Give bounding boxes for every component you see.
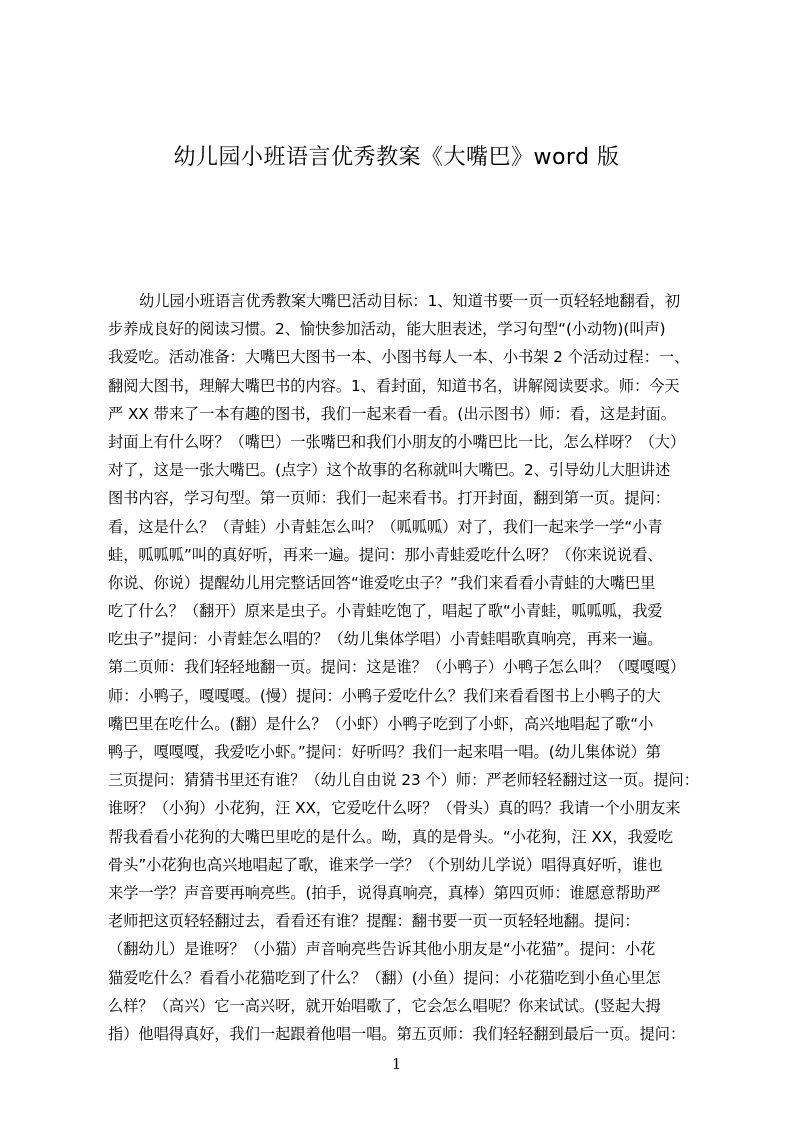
body-line: 鸭子，嘎嘎嘎，我爱吃小虾。”提问：好听吗？我们一起来唱一唱。(幼儿集体说）第 — [108, 743, 661, 761]
body-line: 翻阅大图书，理解大嘴巴书的内容。1、看封面，知道书名，讲解阅读要求。师：今天 — [108, 376, 680, 395]
body-line: 吃虫子”提问：小青蛙怎么唱的？（幼儿集体学唱）小青蛙唱歌真响亮，再来一遍。 — [108, 630, 663, 649]
body-line: 三页提问：猜猜书里还有谁？（幼儿自由说 23 个）师：严老师轻轻翻过这一页。提问： — [108, 771, 699, 790]
body-line: 看，这是什么？（青蛙）小青蛙怎么叫？（呱呱呱）对了，我们一起来学一学“小青 — [108, 517, 663, 536]
body-line: 嘴巴里在吃什么。(翻）是什么？（小虾）小鸭子吃到了小虾，高兴地唱起了歌“小 — [108, 714, 654, 733]
body-line: 老师把这页轻轻翻过去，看看还有谁？提醒：翻书要一页一页轻轻地翻。提问： — [108, 912, 640, 931]
page-number: 1 — [391, 1055, 402, 1073]
body-line: 指）他唱得真好，我们一起跟着他唱一唱。第五页师：我们轻轻翻到最后一页。提问： — [108, 1024, 686, 1043]
body-line: 吃了什么？（翻开）原来是虫子。小青蛙吃饱了，唱起了歌“小青蛙，呱呱呱，我爱 — [108, 602, 663, 621]
body-line: 严 XX 带来了一本有趣的图书，我们一起来看一看。(出示图书）师：看，这是封面。 — [108, 404, 676, 423]
body-line: 帮我看看小花狗的大嘴巴里吃的是什么。呦，真的是骨头。“小花狗，汪 XX，我爱吃 — [108, 827, 674, 846]
body-line: 你说、你说）提醒幼儿用完整话回答“谁爱吃虫子？”我们来看看小青蛙的大嘴巴里 — [108, 573, 656, 592]
body-line: 第二页师：我们轻轻地翻一页。提问：这是谁？（小鸭子）小鸭子怎么叫？（嘎嘎嘎） — [108, 658, 686, 677]
body-line: 对了，这是一张大嘴巴。(点字）这个故事的名称就叫大嘴巴。2、引导幼儿大胆讲述 — [108, 461, 671, 480]
body-line: 蛙，呱呱呱”叫的真好听，再来一遍。提问：那小青蛙爱吃什么呀？（你来说说看、 — [108, 545, 663, 564]
body-line: 猫爱吃什么？看看小花猫吃到了什么？（翻）(小鱼）提问：小花猫吃到小鱼心里怎 — [108, 968, 661, 987]
document-body — [108, 287, 699, 1043]
body-line: 么样？（高兴）它一高兴呀，就开始唱歌了，它会怎么唱呢？你来试试。(竖起大拇 — [108, 996, 661, 1015]
body-line: 来学一学？声音要再响亮些。(拍手，说得真响亮，真棒）第四页师：谁愿意帮助严 — [108, 883, 661, 902]
body-line: 谁呀？（小狗）小花狗，汪 XX，它爱吃什么呀？（骨头）真的吗？我请一个小朋友来 — [108, 799, 681, 818]
body-line: 步养成良好的阅读习惯。2、愉快参加活动，能大胆表述，学习句型“(小动物)(叫声) — [108, 320, 666, 339]
body-line: （翻幼儿）是谁呀？（小猫）声音响亮些告诉其他小朋友是“小花猫”。提问：小花 — [108, 940, 656, 959]
body-line: 师：小鸭子，嘎嘎嘎。(慢）提问：小鸭子爱吃什么？我们来看看图书上小鸭子的大 — [108, 686, 661, 705]
body-line: 封面上有什么呀？（嘴巴）一张嘴巴和我们小朋友的小嘴巴比一比，怎么样呀？（大） — [108, 432, 686, 451]
body-line: 我爱吃。活动准备：大嘴巴大图书一本、小图书每人一本、小书架 2 个活动过程：一、 — [108, 348, 690, 367]
document-title: 幼儿园小班语言优秀教案《大嘴巴》word 版 — [173, 145, 620, 170]
body-line: 图书内容，学习句型。第一页师：我们一起来看书。打开封面，翻到第一页。提问： — [108, 489, 670, 508]
body-line: 骨头”小花狗也高兴地唱起了歌，谁来学一学？（个别幼儿学说）唱得真好听，谁也 — [108, 855, 663, 874]
body-line: 幼儿园小班语言优秀教案大嘴巴活动目标：1、知道书要一页一页轻轻地翻看，初 — [139, 292, 681, 310]
